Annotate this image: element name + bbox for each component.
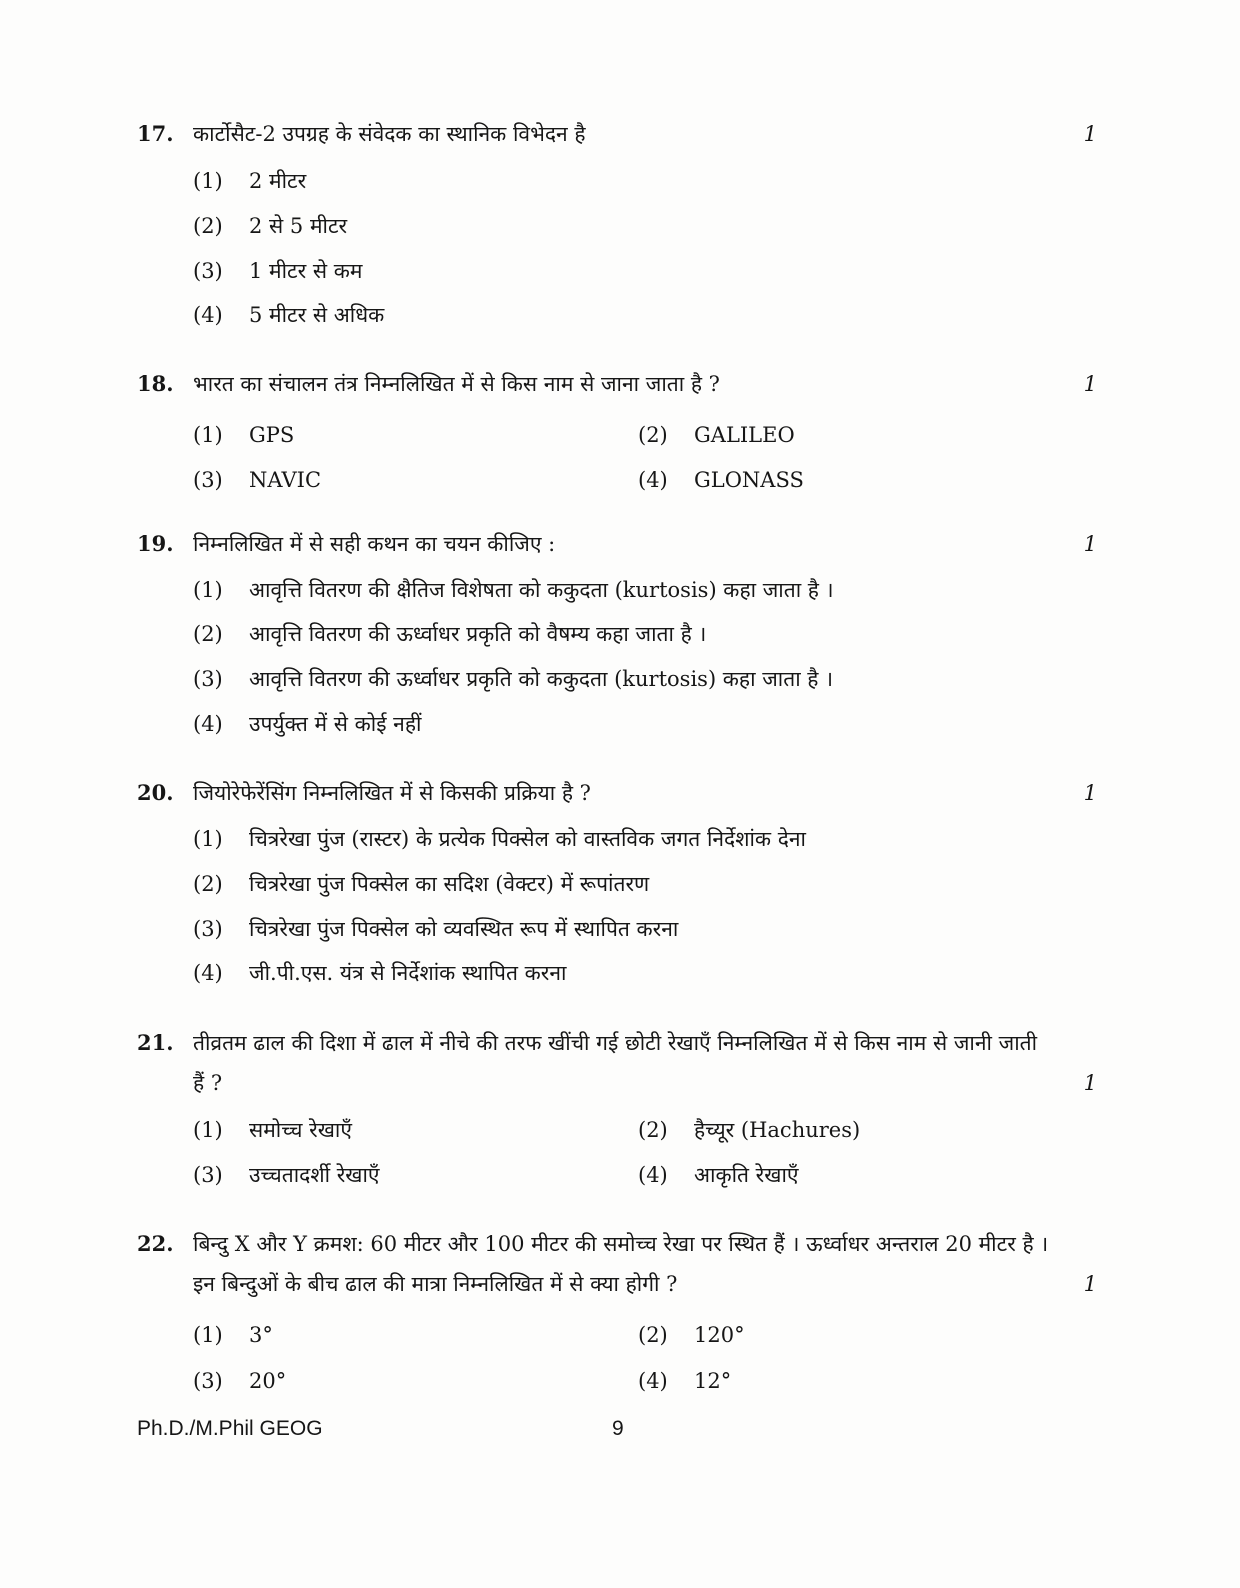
question-22 — [137, 1224, 1097, 1304]
option-text: उच्चतादर्शी रेखाएँ — [249, 1163, 380, 1187]
option-19-4 — [193, 709, 421, 739]
option-number: (3) — [193, 667, 223, 691]
option-text: आवृत्ति वितरण की क्षैतिज विशेषता को ककुदता (kurtosis) कहा जाता है । — [249, 578, 834, 602]
option-17-2 — [193, 211, 347, 241]
option-20-4 — [193, 958, 566, 988]
question-marks: 1 — [1083, 781, 1097, 805]
option-number: (4) — [193, 303, 223, 327]
question-text: जियोरेफेरेंसिंग निम्नलिखित में से किसकी प्रक्रिया है ? — [193, 781, 591, 805]
page-number: 9 — [612, 1417, 624, 1440]
option-text: चित्ररेखा पुंज पिक्सेल का सदिश (वेक्टर) में रूपांतरण — [249, 872, 650, 896]
option-20-3 — [193, 914, 678, 944]
option-number: (1) — [193, 169, 223, 193]
option-number: (2) — [193, 872, 223, 896]
option-number: (2) — [638, 1118, 668, 1142]
option-number: (3) — [193, 259, 223, 283]
question-17 — [137, 114, 1097, 154]
option-21-3 — [193, 1160, 380, 1190]
option-text: 12° — [694, 1369, 732, 1393]
question-number: 18. — [137, 371, 174, 396]
option-18-1 — [193, 420, 294, 450]
option-number: (1) — [193, 827, 223, 851]
question-marks: 1 — [1083, 1272, 1097, 1296]
option-number: (4) — [638, 1163, 668, 1187]
option-17-1 — [193, 166, 306, 196]
option-text: आवृत्ति वितरण की ऊर्ध्वाधर प्रकृति को वैषम्य कहा जाता है । — [249, 622, 707, 646]
option-17-3 — [193, 256, 362, 286]
question-number: 19. — [137, 531, 174, 556]
option-number: (1) — [193, 578, 223, 602]
option-19-2 — [193, 619, 706, 649]
option-text: GPS — [249, 423, 295, 447]
question-marks: 1 — [1083, 122, 1097, 146]
option-22-4 — [638, 1366, 731, 1396]
option-number: (2) — [638, 1323, 668, 1347]
option-21-1 — [193, 1115, 352, 1145]
option-text: NAVIC — [249, 468, 322, 492]
option-21-4 — [638, 1160, 799, 1190]
option-text: आवृत्ति वितरण की ऊर्ध्वाधर प्रकृति को ककुदता (kurtosis) कहा जाता है । — [249, 667, 834, 691]
question-21 — [137, 1023, 1097, 1103]
question-number: 22. — [137, 1231, 174, 1256]
option-20-1 — [193, 824, 806, 854]
option-text: GALILEO — [694, 423, 795, 447]
option-22-1 — [193, 1320, 273, 1350]
question-number: 17. — [137, 121, 174, 146]
option-18-3 — [193, 465, 321, 495]
option-number: (3) — [193, 1369, 223, 1393]
question-text: भारत का संचालन तंत्र निम्नलिखित में से किस नाम से जाना जाता है ? — [193, 372, 720, 396]
option-21-2 — [638, 1115, 860, 1145]
option-number: (4) — [638, 468, 668, 492]
question-number: 21. — [137, 1030, 174, 1055]
option-number: (1) — [193, 1118, 223, 1142]
question-20 — [137, 773, 1097, 813]
option-number: (3) — [193, 468, 223, 492]
option-text: 120° — [694, 1323, 745, 1347]
question-text: बिन्दु X और Y क्रमश: 60 मीटर और 100 मीटर की समोच्च रेखा पर स्थित हैं । ऊर्ध्वाधर अन्तराल 20 मीटर है । इन बिन्दुओं के बीच ढाल की मात्रा निम्नलिखित में से क्या होगी ? — [193, 1232, 1049, 1296]
option-text: 20° — [249, 1369, 287, 1393]
option-text: चित्ररेखा पुंज पिक्सेल को व्यवस्थित रूप में स्थापित करना — [249, 917, 679, 941]
option-text: 2 से 5 मीटर — [249, 214, 348, 238]
question-marks: 1 — [1083, 532, 1097, 556]
option-text: आकृति रेखाएँ — [694, 1163, 799, 1187]
option-17-4 — [193, 300, 384, 330]
option-number: (1) — [193, 423, 223, 447]
question-marks: 1 — [1083, 1071, 1097, 1095]
option-18-2 — [638, 420, 795, 450]
question-19 — [137, 524, 1097, 564]
option-text: 1 मीटर से कम — [249, 259, 363, 283]
option-number: (1) — [193, 1323, 223, 1347]
option-text: 2 मीटर — [249, 169, 307, 193]
option-number: (2) — [193, 214, 223, 238]
option-text: 3° — [249, 1323, 273, 1347]
option-number: (3) — [193, 1163, 223, 1187]
question-marks: 1 — [1083, 372, 1097, 396]
question-18 — [137, 364, 1097, 404]
option-text: जी.पी.एस. यंत्र से निर्देशांक स्थापित करना — [249, 961, 567, 985]
option-number: (4) — [193, 712, 223, 736]
option-number: (2) — [193, 622, 223, 646]
footer-course: Ph.D./M.Phil GEOG — [137, 1417, 323, 1440]
option-18-4 — [638, 465, 804, 495]
question-text: कार्टोसैट-2 उपग्रह के संवेदक का स्थानिक विभेदन है — [193, 122, 586, 146]
option-20-2 — [193, 869, 649, 899]
question-text: तीव्रतम ढाल की दिशा में ढाल में नीचे की तरफ खींची गई छोटी रेखाएँ निम्नलिखित में से किस नाम से जानी जाती हैं ? — [193, 1031, 1038, 1095]
question-number: 20. — [137, 780, 174, 805]
option-text: समोच्च रेखाएँ — [249, 1118, 352, 1142]
option-22-3 — [193, 1366, 286, 1396]
option-number: (4) — [638, 1369, 668, 1393]
option-number: (4) — [193, 961, 223, 985]
option-text: GLONASS — [694, 468, 804, 492]
option-19-3 — [193, 664, 833, 694]
question-text: निम्नलिखित में से सही कथन का चयन कीजिए : — [193, 532, 556, 556]
option-number: (3) — [193, 917, 223, 941]
option-number: (2) — [638, 423, 668, 447]
option-19-1 — [193, 575, 834, 605]
option-22-2 — [638, 1320, 745, 1350]
option-text: 5 मीटर से अधिक — [249, 303, 385, 327]
option-text: चित्ररेखा पुंज (रास्टर) के प्रत्येक पिक्सेल को वास्तविक जगत निर्देशांक देना — [249, 827, 806, 851]
option-text: उपर्युक्त में से कोई नहीं — [249, 712, 422, 736]
option-text: हैच्यूर (Hachures) — [694, 1118, 861, 1142]
